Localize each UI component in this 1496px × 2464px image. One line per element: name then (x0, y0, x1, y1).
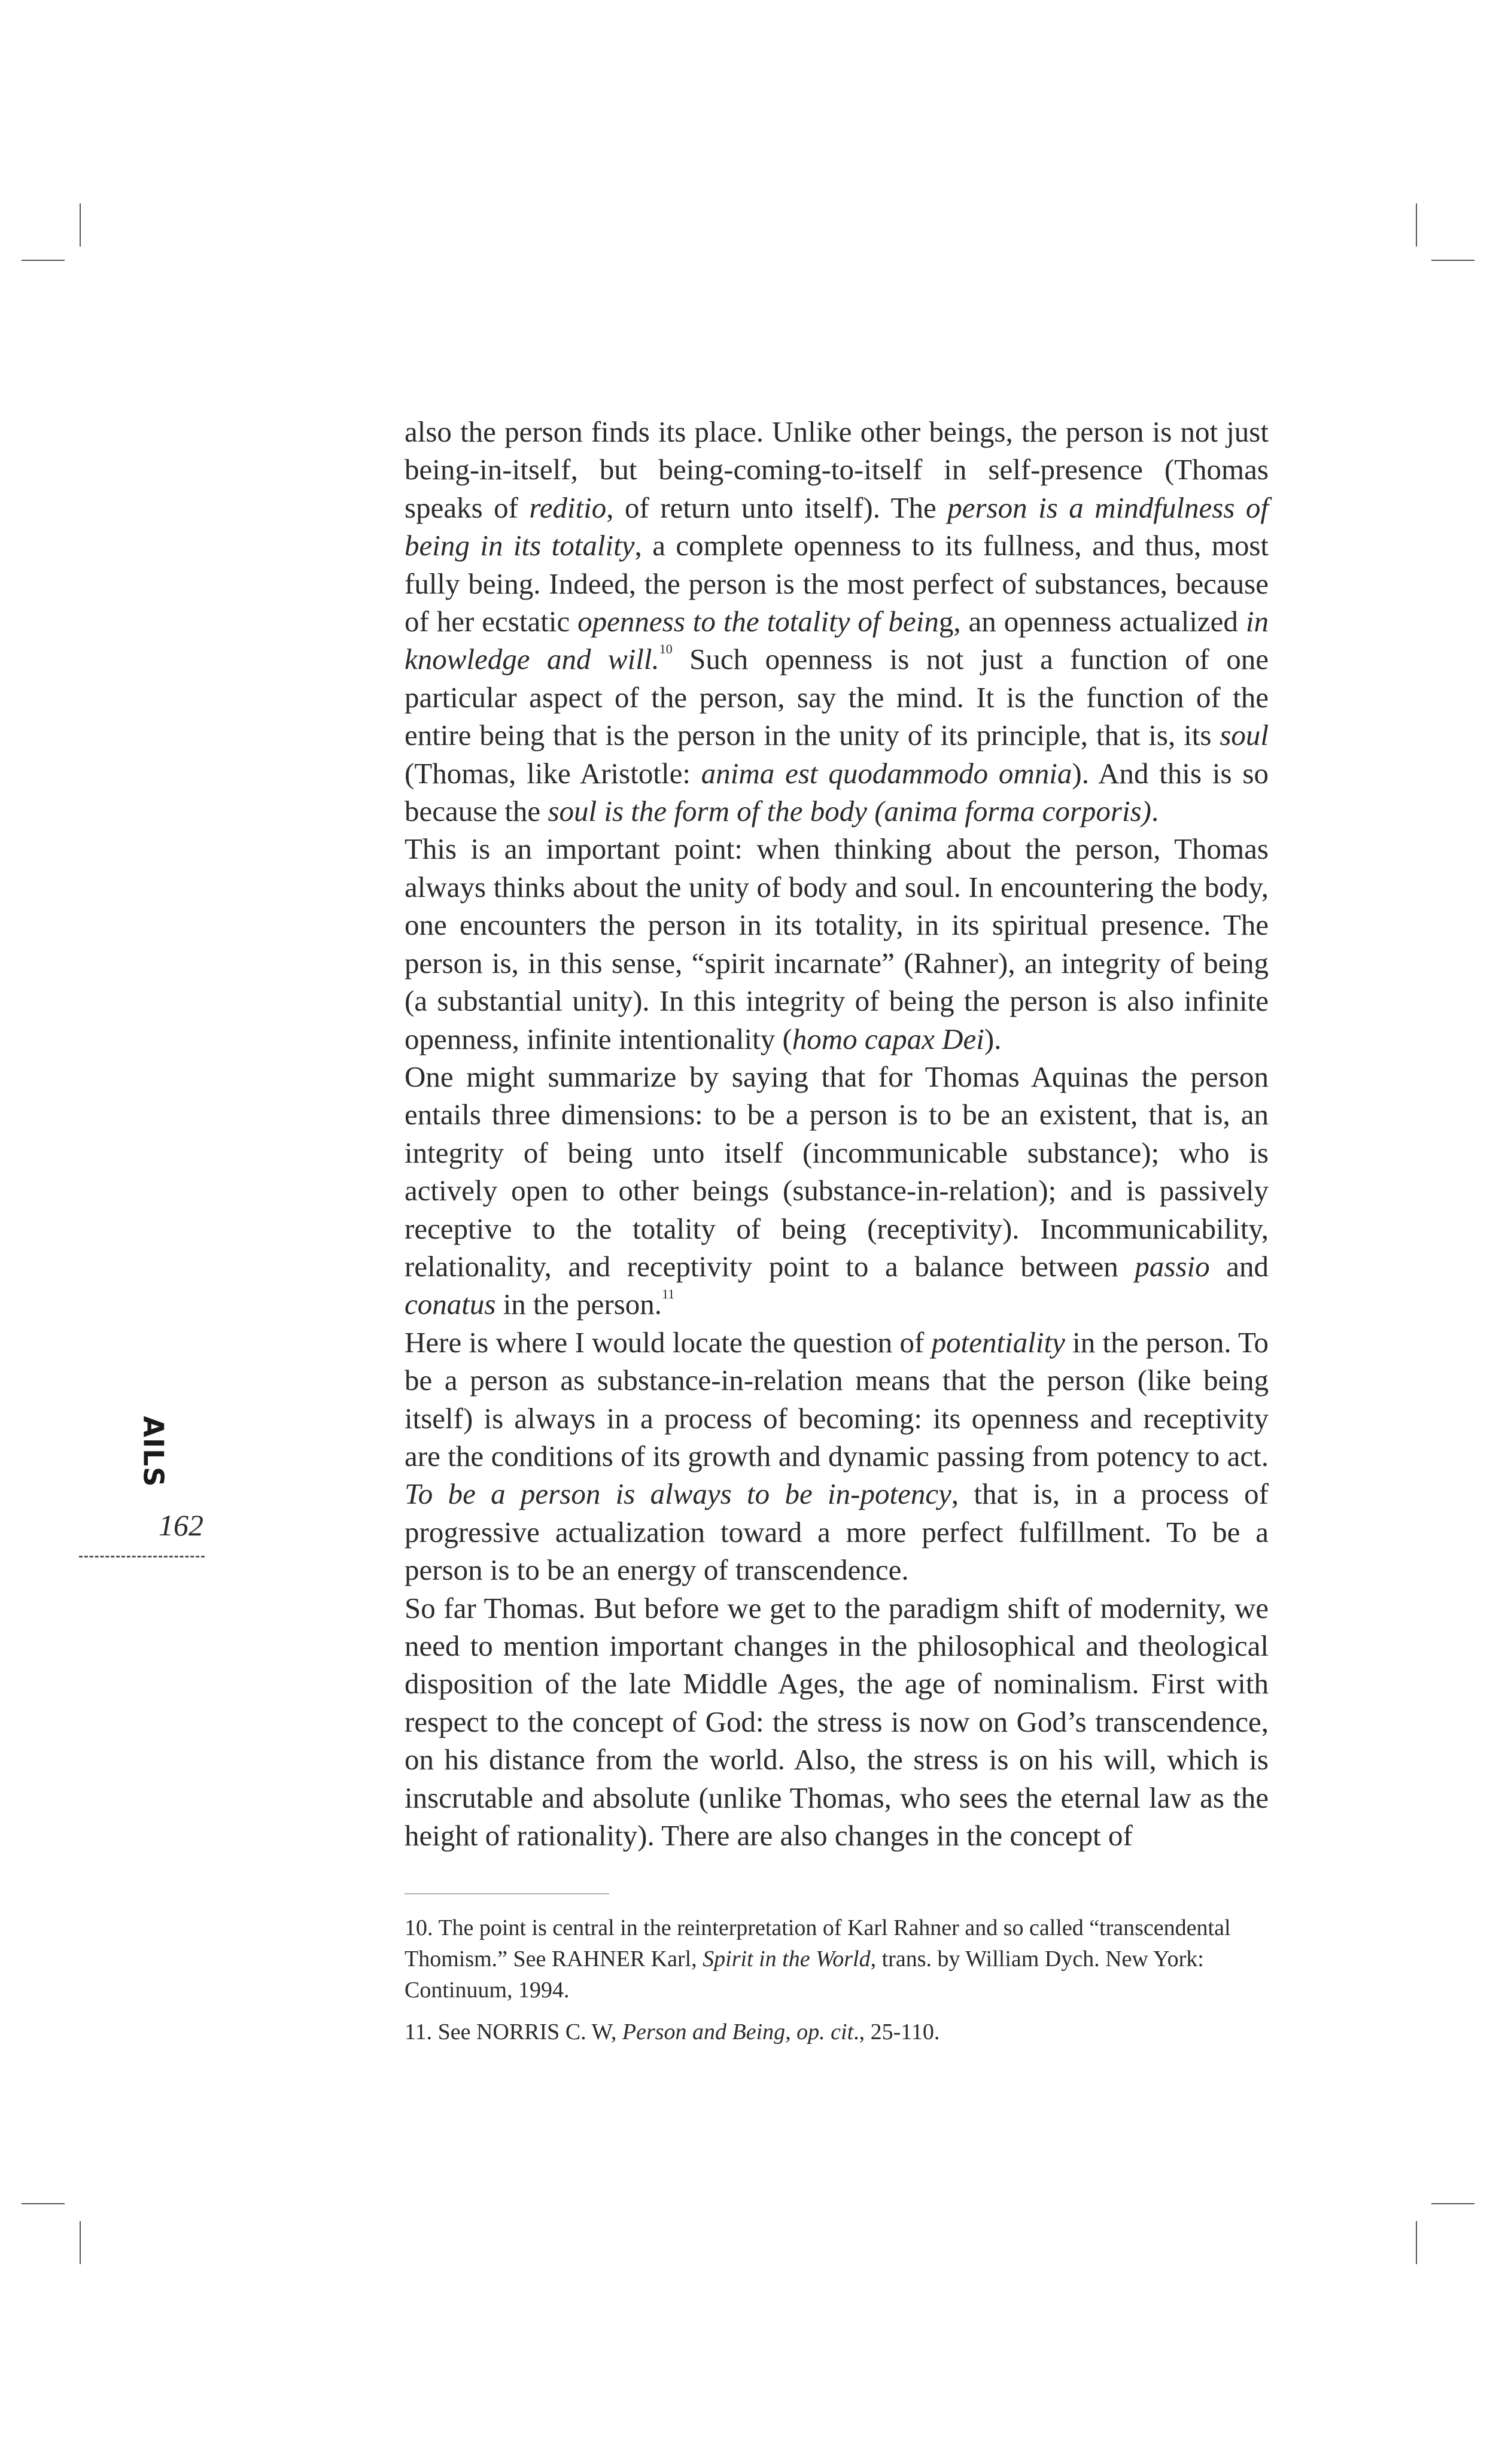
journal-mark-text: AILS (138, 1416, 171, 1487)
text-run: in the person. (495, 1288, 662, 1321)
text-run: g, an openness actualized (938, 605, 1246, 638)
footnote-divider (405, 1893, 609, 1894)
paragraph-2 (405, 830, 1269, 1057)
page-number-dashed-rule (79, 1556, 205, 1558)
footnote-10 (405, 1912, 1269, 2006)
text-run: , that is, in a process of progressive actualization toward a more perfect fulfillment. To be a person is to be an energy of transcendence. (405, 1477, 1269, 1587)
text-run: in the person. To be a person as substance-in-relation means that the person (like being itself) is always in a process of becoming: its openness and receptivity are the conditions of its growth and dynamic passing from potency to act. (405, 1325, 1269, 1473)
italic-phrase: To be a person is always to be in-potency (405, 1477, 951, 1511)
italic-phrase: openness to the totality of bein (577, 605, 939, 638)
text-run: ., 25-110. (853, 2019, 940, 2045)
crop-mark (1416, 2221, 1417, 2264)
text-run: (Thomas, like Aristotle: (405, 756, 701, 790)
paragraph-5: So far Thomas. But before we get to the paradigm shift of modernity, we need to mention important changes in the philosophical and theological disposition of the late Middle Ages, the age of nominalism. First with respect to the concept of God: the stress is now on God’s transcendence, on his distance from the world. Also, the stress is on his will, which is inscrutable and absolute (unlike Thomas, who sees the eternal law as the height of rationality). There are also changes in the concept of (405, 1591, 1269, 1852)
paragraph-1 (405, 413, 1269, 830)
italic-title: Person and Being, op. cit (622, 2019, 854, 2045)
italic-term: potentiality (931, 1325, 1065, 1359)
text-run: and (1209, 1249, 1269, 1283)
text-run: , a complete openness to its fullness, and thus, most fully being. Indeed, the person is the most perfect of substances, because of her ecstatic (405, 529, 1269, 638)
text-run: , of return unto itself). The (606, 491, 948, 524)
text-run: ). And this is so because the (405, 756, 1269, 828)
text-run: 11. See NORRIS C. W, (405, 2019, 622, 2045)
text-run: also the person finds its place. Unlike other beings, the person is not just being-in-itself, but being-coming-to-itself in self-presence (Thomas speaks of (405, 415, 1269, 524)
italic-term: conatus (405, 1288, 496, 1321)
paragraph-3 (405, 1058, 1269, 1324)
text-run: This is an important point: when thinking about the person, Thomas always thinks about the unity of body and soul. In encountering the body, one encounters the person in its totality, in its spiritual presence. The person is, in this sense, “spirit incarnate” (Rahner), an integrity of being (a substantial unity). In this integrity of being the person is also infinite openness, infinite intentionality ( (405, 832, 1269, 1055)
italic-phrase: in knowledge and will. (405, 605, 1269, 676)
crop-mark (22, 2203, 65, 2204)
text-run: , trans. by William Dych. New York: Continuum, 1994. (405, 1946, 1204, 2003)
italic-term: passio (1135, 1249, 1210, 1283)
text-run: 10. The point is central in the reinterpretation of Karl Rahner and so called “transcendental Thomism.” See RAHNER Karl, (405, 1915, 1231, 1972)
footnote-11 (405, 2016, 1269, 2048)
italic-phrase: homo capax Dei (792, 1022, 984, 1055)
italic-phrase: soul is the form of the body (anima forma corporis) (548, 795, 1151, 828)
italic-phrase: person is a mindfulness of being in its totality (405, 491, 1269, 562)
text-run: Such openness is not just a function of one particular aspect of the person, say the mind. It is the function of the entire being that is the person in the unity of its principle, that is, its (405, 643, 1269, 752)
italic-phrase: anima est quodammodo omnia (701, 756, 1072, 790)
body-text (405, 413, 1269, 1854)
footnotes (405, 1912, 1269, 2058)
paragraph-4 (405, 1324, 1269, 1589)
journal-mark (127, 1416, 181, 1487)
italic-term: reditio (529, 491, 607, 524)
text-run: ). (984, 1022, 1002, 1055)
text-run: One might summarize by saying that for Thomas Aquinas the person entails three dimensions: to be a person is to be an existent, that is, an integrity of being unto itself (incommunicable substance); who is actively open to other beings (substance-in-relation); and is passively receptive to the totality of being (receptivity). Incommunicability, relationality, and receptivity point to a balance between (405, 1060, 1269, 1283)
crop-mark (80, 203, 81, 247)
crop-mark (1431, 260, 1474, 261)
italic-title: Spirit in the World (703, 1946, 871, 1972)
page-number: 162 (159, 1508, 203, 1542)
footnote-ref-10[interactable]: 10 (659, 641, 673, 657)
crop-mark (22, 260, 65, 261)
crop-mark (80, 2221, 81, 2264)
text-run: . (1151, 795, 1159, 828)
footnote-ref-11[interactable]: 11 (662, 1286, 675, 1302)
text-run: Here is where I would locate the question of (405, 1325, 932, 1359)
crop-mark (1431, 2203, 1474, 2204)
crop-mark (1416, 203, 1417, 247)
italic-term: soul (1220, 719, 1269, 752)
